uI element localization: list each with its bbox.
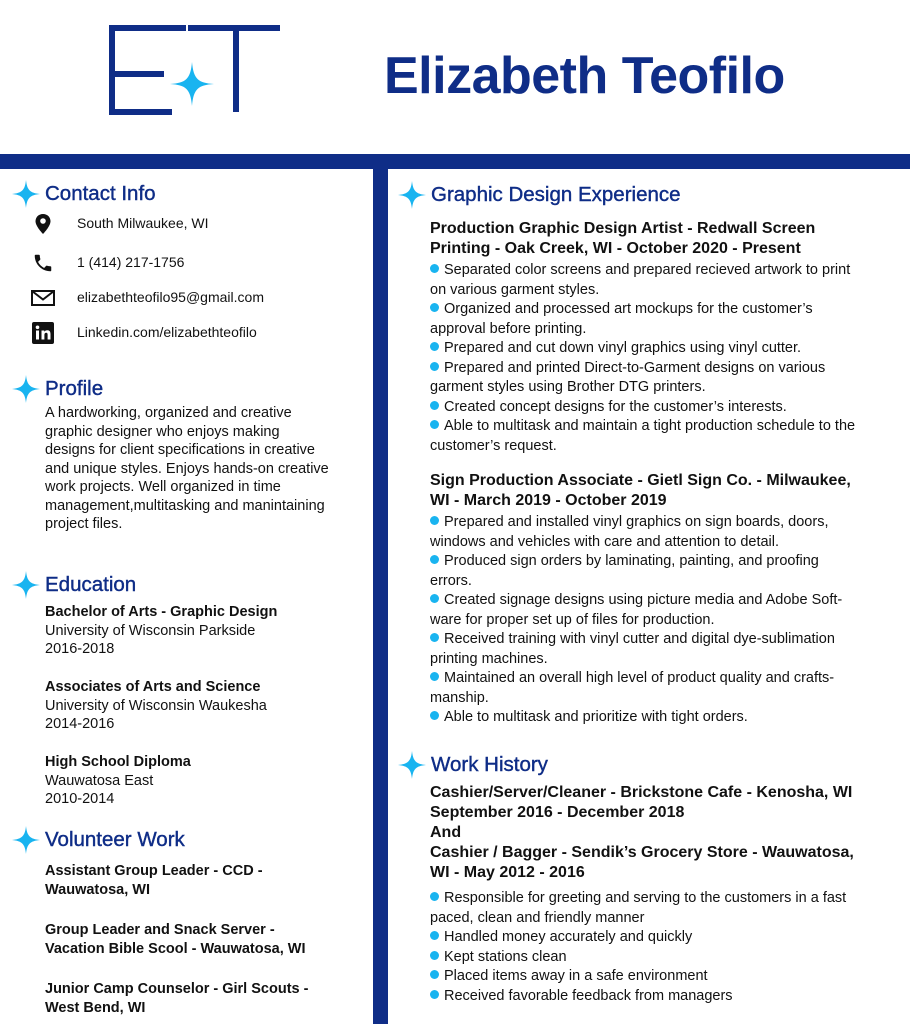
degree: Bachelor of Arts - Graphic Design [45,604,278,620]
section-title: Contact Info [45,182,156,205]
job-title-line: WI - March 2019 - October 2019 [430,492,667,509]
contact-section-heading [11,180,156,208]
degree: Associates of Arts and Science [45,679,261,695]
contact-phone [30,251,185,275]
job-title-line: Production Graphic Design Artist - Redwall Screen [430,220,816,237]
sparkle-icon [397,750,427,780]
volunteer-item [45,921,365,959]
profile-line: work projects. Well organized in time [45,479,281,495]
job-title-line: Sign Production Associate - Gietl Sign Co. - Milwaukee, [430,472,851,489]
volunteer-line: Group Leader and Snack Server - [45,922,275,938]
profile-line: and unique styles. Enjoys hands-on creative [45,460,329,477]
bullet-item: Prepared and printed Direct-to-Garment designs on various garment styles using Brother DTG printers. [430,359,910,398]
sparkle-icon [11,825,41,855]
school: Wauwatosa East [45,772,154,789]
bullet-item: Received training with vinyl cutter and digital dye-sublimation printing machines. [430,630,910,669]
job-title-line: WI - May 2012 - 2016 [430,864,585,881]
header-bar [0,154,910,169]
bullet-item: Prepared and cut down vinyl graphics using vinyl cutter. [430,339,910,359]
contact-text: South Milwaukee, WI [77,215,209,231]
bullet-item: Placed items away in a safe environment [430,967,910,987]
education-item [45,678,365,734]
profile-line: designs for client specifications in creative [45,442,315,458]
bullet-item: Separated color screens and prepared recieved artwork to print on various garment styles. [430,261,910,300]
contact-text: elizabethteofilo95@gmail.com [77,289,264,305]
education-item [45,753,365,809]
bullet-item: Received favorable feedback from managers [430,987,910,1007]
candidate-name: Elizabeth Teofilo [384,47,785,105]
years: 2014-2016 [45,716,115,732]
section-title: Volunteer Work [45,828,185,851]
contact-text: Linkedin.com/elizabethteofilo [77,324,257,340]
bullet-item: Handled money accurately and quickly [430,928,910,948]
degree: High School Diploma [45,754,191,770]
location-pin-icon [30,212,56,236]
bullet-item: Maintained an overall high level of product quality and crafts- manship. [430,669,910,708]
email-icon [30,286,56,310]
job-bullets [430,261,910,456]
job-title-line: And [430,824,462,841]
job-title [430,471,900,511]
school: University of Wisconsin Parkside [45,622,256,639]
sparkle-icon [11,179,41,209]
school: University of Wisconsin Waukesha [45,697,267,714]
job-title-line: September 2016 - December 2018 [430,804,685,821]
volunteer-line: West Bend, WI [45,1000,146,1016]
profile-text [45,404,363,534]
volunteer-section-heading [11,826,185,854]
bullet-item: Responsible for greeting and serving to the customers in a fast paced, clean and friendly manner [430,889,910,928]
bullet-item: Created concept designs for the customer’s interests. [430,398,910,418]
bullet-item: Able to multitask and prioritize with tight orders. [430,708,910,728]
bullet-item: Prepared and installed vinyl graphics on sign boards, doors, windows and vehicles with care and attention to detail. [430,513,910,552]
profile-section-heading [11,375,103,403]
job-title-line: Cashier / Bagger - Sendik’s Grocery Store - Wauwatosa, [430,844,854,861]
phone-icon [30,251,56,275]
contact-email [30,286,264,310]
profile-line: graphic designer who enjoys making [45,423,280,440]
job-bullets [430,889,910,1006]
profile-line: management,multitasking and manintaining [45,497,325,514]
job-title-line: Printing - Oak Creek, WI - October 2020 - Present [430,240,801,257]
contact-location [30,212,209,236]
volunteer-line: Assistant Group Leader - CCD - [45,863,263,879]
section-title: Work History [431,753,548,776]
bullet-item: Organized and processed art mockups for the customer’s approval before printing. [430,300,910,339]
section-title: Profile [45,377,104,400]
job-title-line: Cashier/Server/Cleaner - Brickstone Cafe - Kenosha, WI [430,784,853,801]
section-title: Graphic Design Experience [431,183,681,206]
job-title [430,219,900,259]
bullet-item: Produced sign orders by laminating, painting, and proofing errors. [430,552,910,591]
years: 2016-2018 [45,641,115,657]
contact-text: 1 (414) 217-1756 [77,254,185,270]
years: 2010-2014 [45,791,115,807]
profile-line: project files. [45,516,123,532]
volunteer-line: Wauwatosa, WI [45,882,150,898]
bullet-item: Kept stations clean [430,948,910,968]
job-title [430,783,910,883]
sparkle-icon [397,180,427,210]
job-bullets [430,513,910,728]
education-item [45,603,365,659]
section-title: Education [45,573,137,596]
education-section-heading [11,571,136,599]
work-history-section-heading [397,751,548,779]
volunteer-line: Junior Camp Counselor - Girl Scouts - [45,981,309,997]
volunteer-item [45,980,365,1018]
bullet-item: Able to multitask and maintain a tight production schedule to the customer’s request. [430,417,910,456]
bullet-item: Created signage designs using picture media and Adobe Soft- ware for proper set up of files for production. [430,591,910,630]
column-divider [373,166,388,1024]
experience-section-heading [397,181,681,209]
sparkle-icon [11,570,41,600]
et-logo [106,24,282,116]
sparkle-icon [11,374,41,404]
contact-linkedin [30,321,257,345]
volunteer-item [45,862,365,900]
profile-line: A hardworking, organized and creative [45,405,292,421]
linkedin-icon [30,321,56,345]
volunteer-line: Vacation Bible Scool - Wauwatosa, WI [45,941,306,957]
